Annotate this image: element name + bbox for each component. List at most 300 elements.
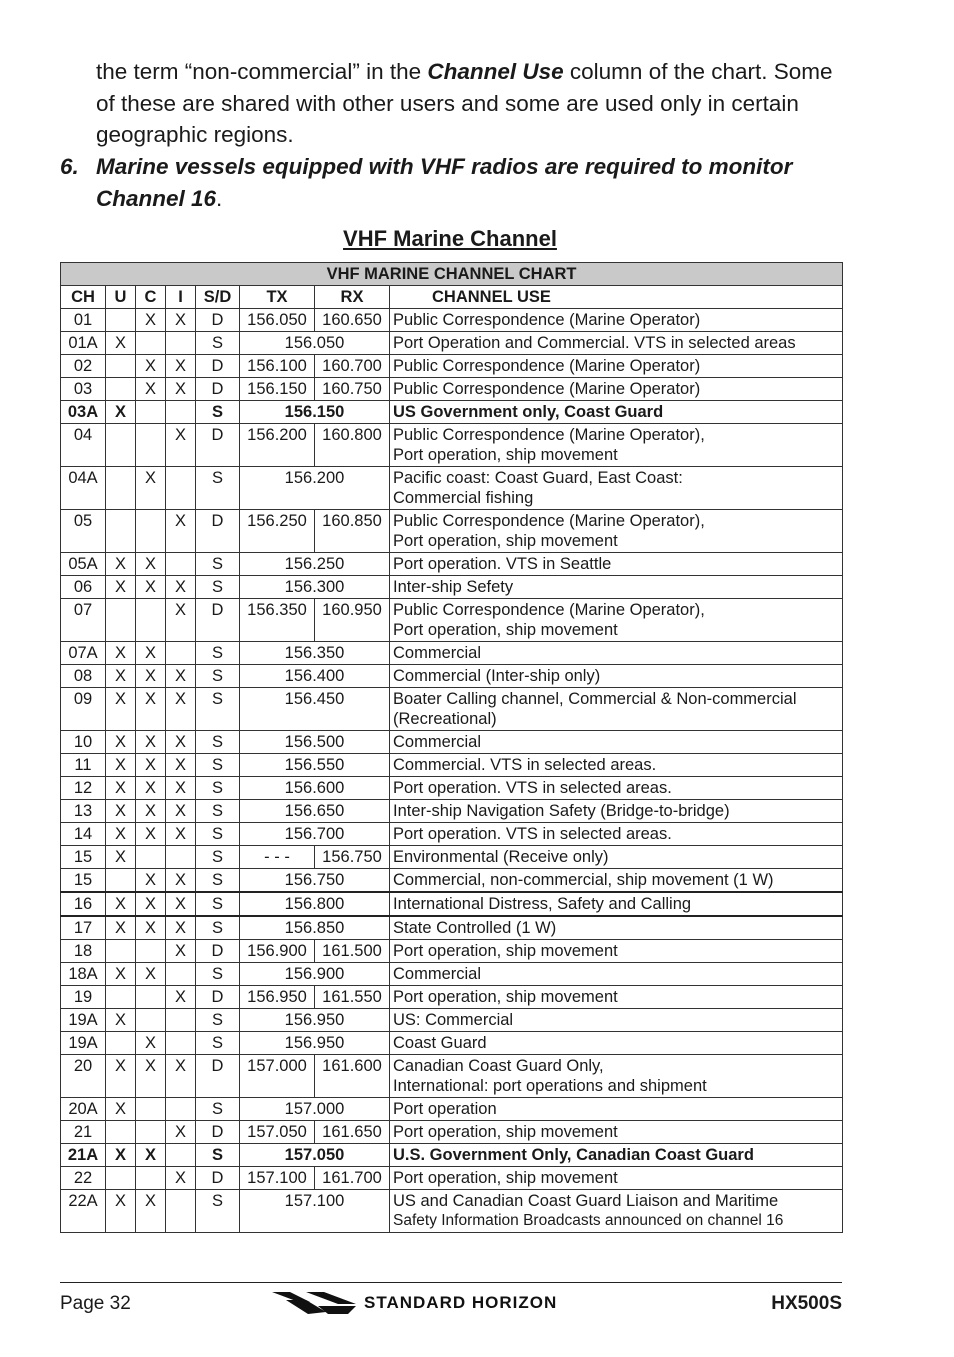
cell-frequency: 156.700 bbox=[240, 823, 390, 846]
cell-channel: 03 bbox=[61, 378, 106, 401]
channel-use-line: Commercial, non-commercial, ship movement (1 W) bbox=[393, 871, 774, 889]
cell-simplex-duplex: S bbox=[196, 1009, 240, 1032]
brand-logo bbox=[272, 1290, 557, 1316]
cell-channel-use bbox=[390, 940, 843, 963]
channel-use-line: Port operation. VTS in Seattle bbox=[393, 555, 612, 573]
cell-us: X bbox=[106, 688, 136, 731]
cell-canada: X bbox=[136, 467, 166, 510]
cell-simplex-duplex: D bbox=[196, 1167, 240, 1190]
cell-channel-use bbox=[390, 599, 843, 642]
cell-canada: X bbox=[136, 1032, 166, 1055]
cell-channel-use bbox=[390, 401, 843, 424]
table-row bbox=[61, 846, 843, 869]
cell-channel: 05 bbox=[61, 510, 106, 553]
cell-channel-use bbox=[390, 1167, 843, 1190]
vhf-channel-table bbox=[60, 262, 843, 1233]
cell-international bbox=[166, 846, 196, 869]
cell-tx: 156.900 bbox=[240, 940, 315, 963]
cell-international: X bbox=[166, 688, 196, 731]
channel-use-line: Inter-ship Sefety bbox=[393, 578, 514, 596]
cell-international bbox=[166, 401, 196, 424]
intro-text-2: column of the chart. Some of these are shared with other users and some are used only in certain geographic regions. bbox=[96, 59, 833, 147]
channel-use-line: Commercial (Inter-ship only) bbox=[393, 667, 601, 685]
table-row bbox=[61, 800, 843, 823]
cell-frequency: 156.400 bbox=[240, 665, 390, 688]
cell-international: X bbox=[166, 355, 196, 378]
cell-international bbox=[166, 1098, 196, 1121]
cell-rx: 160.750 bbox=[315, 378, 390, 401]
table-row bbox=[61, 1121, 843, 1144]
cell-channel: 10 bbox=[61, 731, 106, 754]
header-ch: CH bbox=[61, 286, 106, 309]
cell-channel-use bbox=[390, 1009, 843, 1032]
cell-simplex-duplex: S bbox=[196, 1190, 240, 1233]
cell-international: X bbox=[166, 800, 196, 823]
cell-us bbox=[106, 378, 136, 401]
cell-canada: X bbox=[136, 1144, 166, 1167]
cell-channel: 12 bbox=[61, 777, 106, 800]
cell-rx: 161.600 bbox=[315, 1055, 390, 1098]
intro-paragraph bbox=[96, 56, 856, 151]
cell-tx: 156.200 bbox=[240, 424, 315, 467]
channel-use-line: Port operation, ship movement bbox=[393, 1169, 618, 1187]
cell-rx: 161.500 bbox=[315, 940, 390, 963]
cell-international bbox=[166, 553, 196, 576]
cell-simplex-duplex: S bbox=[196, 576, 240, 599]
intro-bold-term: Channel Use bbox=[427, 59, 564, 84]
cell-channel-use bbox=[390, 869, 843, 893]
cell-us: X bbox=[106, 916, 136, 940]
cell-canada bbox=[136, 1167, 166, 1190]
cell-canada: X bbox=[136, 1055, 166, 1098]
cell-us: X bbox=[106, 892, 136, 916]
cell-channel: 02 bbox=[61, 355, 106, 378]
cell-channel: 18 bbox=[61, 940, 106, 963]
cell-us bbox=[106, 424, 136, 467]
header-tx: TX bbox=[240, 286, 315, 309]
cell-canada bbox=[136, 1009, 166, 1032]
cell-simplex-duplex: D bbox=[196, 424, 240, 467]
channel-use-line: (Recreational) bbox=[393, 710, 497, 728]
cell-international bbox=[166, 642, 196, 665]
cell-simplex-duplex: S bbox=[196, 553, 240, 576]
cell-us bbox=[106, 1032, 136, 1055]
table-row bbox=[61, 1098, 843, 1121]
cell-us bbox=[106, 355, 136, 378]
cell-rx: 156.750 bbox=[315, 846, 390, 869]
cell-simplex-duplex: S bbox=[196, 846, 240, 869]
page-number: Page 32 bbox=[60, 1293, 131, 1314]
header-channel-use: CHANNEL USE bbox=[390, 286, 843, 309]
cell-channel-use bbox=[390, 424, 843, 467]
table-body bbox=[61, 309, 843, 1233]
cell-frequency: 156.250 bbox=[240, 553, 390, 576]
cell-international bbox=[166, 1190, 196, 1233]
cell-channel-use bbox=[390, 665, 843, 688]
header-sd: S/D bbox=[196, 286, 240, 309]
cell-simplex-duplex: D bbox=[196, 309, 240, 332]
cell-frequency: 156.600 bbox=[240, 777, 390, 800]
cell-channel-use bbox=[390, 378, 843, 401]
cell-canada: X bbox=[136, 823, 166, 846]
cell-us: X bbox=[106, 1055, 136, 1098]
header-i: I bbox=[166, 286, 196, 309]
table-row bbox=[61, 688, 843, 731]
cell-frequency: 156.850 bbox=[240, 916, 390, 940]
channel-use-line: Pacific coast: Coast Guard, East Coast: bbox=[393, 469, 683, 487]
cell-international: X bbox=[166, 1055, 196, 1098]
cell-us: X bbox=[106, 800, 136, 823]
cell-international bbox=[166, 467, 196, 510]
table-row bbox=[61, 823, 843, 846]
cell-canada: X bbox=[136, 1190, 166, 1233]
cell-channel: 05A bbox=[61, 553, 106, 576]
cell-channel: 01 bbox=[61, 309, 106, 332]
cell-simplex-duplex: D bbox=[196, 599, 240, 642]
cell-tx: 157.000 bbox=[240, 1055, 315, 1098]
cell-simplex-duplex: S bbox=[196, 1098, 240, 1121]
cell-simplex-duplex: S bbox=[196, 892, 240, 916]
table-row bbox=[61, 892, 843, 916]
cell-frequency: 156.800 bbox=[240, 892, 390, 916]
cell-channel: 15 bbox=[61, 869, 106, 893]
channel-use-line: Public Correspondence (Marine Operator) bbox=[393, 357, 701, 375]
cell-international: X bbox=[166, 916, 196, 940]
cell-channel: 20 bbox=[61, 1055, 106, 1098]
channel-use-line: Public Correspondence (Marine Operator) bbox=[393, 311, 701, 329]
cell-simplex-duplex: D bbox=[196, 1055, 240, 1098]
cell-channel: 21A bbox=[61, 1144, 106, 1167]
channel-use-line: State Controlled (1 W) bbox=[393, 919, 557, 937]
cell-canada: X bbox=[136, 892, 166, 916]
table-row bbox=[61, 1009, 843, 1032]
model-name: HX500S bbox=[771, 1293, 842, 1314]
list-item-text bbox=[96, 151, 860, 214]
cell-international: X bbox=[166, 1167, 196, 1190]
cell-simplex-duplex: S bbox=[196, 800, 240, 823]
cell-us bbox=[106, 1121, 136, 1144]
cell-channel-use bbox=[390, 1144, 843, 1167]
channel-use-line: Commercial bbox=[393, 733, 482, 751]
cell-simplex-duplex: D bbox=[196, 378, 240, 401]
table-row bbox=[61, 777, 843, 800]
channel-use-line: Public Correspondence (Marine Operator), bbox=[393, 426, 705, 444]
cell-channel: 08 bbox=[61, 665, 106, 688]
cell-simplex-duplex: S bbox=[196, 754, 240, 777]
cell-channel-use bbox=[390, 1098, 843, 1121]
cell-us: X bbox=[106, 1009, 136, 1032]
cell-frequency: 156.950 bbox=[240, 1009, 390, 1032]
cell-canada bbox=[136, 599, 166, 642]
cell-tx: 156.100 bbox=[240, 355, 315, 378]
cell-simplex-duplex: S bbox=[196, 823, 240, 846]
channel-use-line: Public Correspondence (Marine Operator), bbox=[393, 601, 705, 619]
cell-frequency: 156.900 bbox=[240, 963, 390, 986]
cell-channel-use bbox=[390, 576, 843, 599]
cell-channel-use bbox=[390, 916, 843, 940]
cell-international: X bbox=[166, 777, 196, 800]
cell-us bbox=[106, 940, 136, 963]
cell-channel-use bbox=[390, 986, 843, 1009]
cell-simplex-duplex: S bbox=[196, 688, 240, 731]
cell-canada bbox=[136, 940, 166, 963]
cell-channel-use bbox=[390, 309, 843, 332]
channel-use-line: International Distress, Safety and Calling bbox=[393, 895, 692, 913]
cell-tx: 156.350 bbox=[240, 599, 315, 642]
cell-us: X bbox=[106, 731, 136, 754]
cell-frequency: 156.550 bbox=[240, 754, 390, 777]
cell-frequency: 156.150 bbox=[240, 401, 390, 424]
table-row bbox=[61, 332, 843, 355]
cell-international: X bbox=[166, 510, 196, 553]
channel-use-line: Coast Guard bbox=[393, 1034, 487, 1052]
cell-rx: 160.950 bbox=[315, 599, 390, 642]
table-row bbox=[61, 355, 843, 378]
cell-international: X bbox=[166, 986, 196, 1009]
cell-simplex-duplex: S bbox=[196, 1032, 240, 1055]
brand-mark-icon bbox=[272, 1290, 356, 1316]
cell-international bbox=[166, 1144, 196, 1167]
cell-us bbox=[106, 869, 136, 893]
channel-use-line: US Government only, Coast Guard bbox=[393, 403, 664, 421]
table-row bbox=[61, 1167, 843, 1190]
cell-channel: 22A bbox=[61, 1190, 106, 1233]
cell-canada bbox=[136, 510, 166, 553]
table-row bbox=[61, 940, 843, 963]
table-row bbox=[61, 510, 843, 553]
cell-channel: 17 bbox=[61, 916, 106, 940]
cell-rx: 160.700 bbox=[315, 355, 390, 378]
channel-use-line: Port Operation and Commercial. VTS in selected areas bbox=[393, 334, 796, 352]
cell-us: X bbox=[106, 576, 136, 599]
cell-channel-use bbox=[390, 823, 843, 846]
cell-tx: 156.150 bbox=[240, 378, 315, 401]
cell-international bbox=[166, 332, 196, 355]
cell-channel-use bbox=[390, 510, 843, 553]
cell-simplex-duplex: S bbox=[196, 332, 240, 355]
channel-use-line: US: Commercial bbox=[393, 1011, 514, 1029]
cell-tx: 156.050 bbox=[240, 309, 315, 332]
cell-us bbox=[106, 309, 136, 332]
cell-canada: X bbox=[136, 576, 166, 599]
channel-use-line: Environmental (Receive only) bbox=[393, 848, 609, 866]
cell-international bbox=[166, 963, 196, 986]
cell-international: X bbox=[166, 940, 196, 963]
cell-simplex-duplex: D bbox=[196, 355, 240, 378]
header-c: C bbox=[136, 286, 166, 309]
cell-us bbox=[106, 599, 136, 642]
cell-channel-use bbox=[390, 1055, 843, 1098]
cell-channel: 22 bbox=[61, 1167, 106, 1190]
cell-us: X bbox=[106, 823, 136, 846]
cell-international: X bbox=[166, 309, 196, 332]
cell-channel: 07A bbox=[61, 642, 106, 665]
cell-us: X bbox=[106, 846, 136, 869]
cell-channel-use bbox=[390, 642, 843, 665]
cell-rx: 161.700 bbox=[315, 1167, 390, 1190]
cell-us: X bbox=[106, 332, 136, 355]
cell-international: X bbox=[166, 424, 196, 467]
channel-use-line: Safety Information Broadcasts announced on channel 16 bbox=[393, 1212, 784, 1229]
table-row bbox=[61, 642, 843, 665]
cell-canada: X bbox=[136, 309, 166, 332]
cell-channel: 06 bbox=[61, 576, 106, 599]
cell-simplex-duplex: D bbox=[196, 986, 240, 1009]
list-item-text-main: Marine vessels equipped with VHF radios are required to monitor Channel 16 bbox=[96, 154, 793, 211]
cell-us bbox=[106, 467, 136, 510]
cell-channel-use bbox=[390, 355, 843, 378]
table-row bbox=[61, 731, 843, 754]
cell-channel: 11 bbox=[61, 754, 106, 777]
cell-us bbox=[106, 1167, 136, 1190]
table-row bbox=[61, 401, 843, 424]
cell-international: X bbox=[166, 731, 196, 754]
cell-canada: X bbox=[136, 688, 166, 731]
cell-canada: X bbox=[136, 355, 166, 378]
cell-channel: 21 bbox=[61, 1121, 106, 1144]
cell-channel-use bbox=[390, 963, 843, 986]
cell-us: X bbox=[106, 1098, 136, 1121]
channel-use-line: International: port operations and shipment bbox=[393, 1077, 707, 1095]
table-row bbox=[61, 963, 843, 986]
cell-frequency: 157.000 bbox=[240, 1098, 390, 1121]
cell-canada: X bbox=[136, 731, 166, 754]
cell-frequency: 156.350 bbox=[240, 642, 390, 665]
cell-canada: X bbox=[136, 378, 166, 401]
cell-simplex-duplex: S bbox=[196, 916, 240, 940]
cell-channel: 07 bbox=[61, 599, 106, 642]
cell-canada: X bbox=[136, 642, 166, 665]
cell-channel: 04 bbox=[61, 424, 106, 467]
cell-us: X bbox=[106, 642, 136, 665]
cell-channel: 01A bbox=[61, 332, 106, 355]
table-row bbox=[61, 599, 843, 642]
cell-channel: 16 bbox=[61, 892, 106, 916]
cell-channel: 18A bbox=[61, 963, 106, 986]
channel-use-line: Port operation. VTS in selected areas. bbox=[393, 825, 672, 843]
cell-international: X bbox=[166, 892, 196, 916]
cell-us: X bbox=[106, 1144, 136, 1167]
header-u: U bbox=[106, 286, 136, 309]
channel-use-line: U.S. Government Only, Canadian Coast Guard bbox=[393, 1146, 754, 1164]
cell-simplex-duplex: S bbox=[196, 1144, 240, 1167]
cell-channel: 13 bbox=[61, 800, 106, 823]
cell-channel-use bbox=[390, 332, 843, 355]
list-item-6 bbox=[60, 151, 860, 214]
cell-channel: 04A bbox=[61, 467, 106, 510]
cell-channel-use bbox=[390, 467, 843, 510]
cell-rx: 161.550 bbox=[315, 986, 390, 1009]
cell-us: X bbox=[106, 665, 136, 688]
cell-channel-use bbox=[390, 688, 843, 731]
cell-canada: X bbox=[136, 800, 166, 823]
channel-use-line: Public Correspondence (Marine Operator), bbox=[393, 512, 705, 530]
channel-use-line: Public Correspondence (Marine Operator) bbox=[393, 380, 701, 398]
cell-channel-use bbox=[390, 1121, 843, 1144]
cell-channel-use bbox=[390, 754, 843, 777]
table-row bbox=[61, 1032, 843, 1055]
table-row bbox=[61, 424, 843, 467]
cell-channel-use bbox=[390, 892, 843, 916]
cell-international bbox=[166, 1032, 196, 1055]
list-item-period: . bbox=[216, 185, 223, 211]
cell-rx: 160.800 bbox=[315, 424, 390, 467]
cell-frequency: 156.200 bbox=[240, 467, 390, 510]
cell-canada: X bbox=[136, 665, 166, 688]
cell-canada bbox=[136, 332, 166, 355]
table-row bbox=[61, 986, 843, 1009]
cell-simplex-duplex: D bbox=[196, 510, 240, 553]
cell-canada: X bbox=[136, 869, 166, 893]
channel-use-line: Port operation, ship movement bbox=[393, 621, 618, 639]
cell-rx: 160.650 bbox=[315, 309, 390, 332]
channel-use-line: Port operation bbox=[393, 1100, 497, 1118]
cell-international: X bbox=[166, 599, 196, 642]
cell-canada: X bbox=[136, 963, 166, 986]
cell-frequency: 156.750 bbox=[240, 869, 390, 893]
channel-use-line: Port operation, ship movement bbox=[393, 532, 618, 550]
cell-frequency: 156.650 bbox=[240, 800, 390, 823]
cell-simplex-duplex: S bbox=[196, 869, 240, 893]
channel-use-line: Inter-ship Navigation Safety (Bridge-to-bridge) bbox=[393, 802, 730, 820]
channel-use-line: Boater Calling channel, Commercial & Non-commercial bbox=[393, 690, 797, 708]
cell-us: X bbox=[106, 401, 136, 424]
table-row bbox=[61, 309, 843, 332]
cell-channel-use bbox=[390, 1190, 843, 1233]
cell-frequency: 156.300 bbox=[240, 576, 390, 599]
table-row bbox=[61, 576, 843, 599]
cell-channel: 15 bbox=[61, 846, 106, 869]
cell-simplex-duplex: S bbox=[196, 963, 240, 986]
cell-tx: 156.250 bbox=[240, 510, 315, 553]
channel-use-line: Commercial fishing bbox=[393, 489, 534, 507]
cell-canada: X bbox=[136, 777, 166, 800]
cell-international: X bbox=[166, 576, 196, 599]
cell-international: X bbox=[166, 823, 196, 846]
cell-simplex-duplex: S bbox=[196, 642, 240, 665]
cell-canada bbox=[136, 424, 166, 467]
cell-canada bbox=[136, 986, 166, 1009]
cell-canada: X bbox=[136, 754, 166, 777]
table-banner: VHF MARINE CHANNEL CHART bbox=[61, 263, 843, 286]
table-row bbox=[61, 916, 843, 940]
channel-use-line: Port operation. VTS in selected areas. bbox=[393, 779, 672, 797]
cell-simplex-duplex: S bbox=[196, 467, 240, 510]
cell-international: X bbox=[166, 754, 196, 777]
cell-frequency: 156.050 bbox=[240, 332, 390, 355]
cell-channel: 19A bbox=[61, 1032, 106, 1055]
cell-us: X bbox=[106, 553, 136, 576]
cell-simplex-duplex: S bbox=[196, 665, 240, 688]
cell-tx: 157.050 bbox=[240, 1121, 315, 1144]
cell-canada bbox=[136, 1098, 166, 1121]
cell-frequency: 157.100 bbox=[240, 1190, 390, 1233]
channel-use-line: Port operation, ship movement bbox=[393, 446, 618, 464]
cell-international bbox=[166, 1009, 196, 1032]
cell-channel: 03A bbox=[61, 401, 106, 424]
cell-channel: 19 bbox=[61, 986, 106, 1009]
table-row bbox=[61, 869, 843, 893]
table-row bbox=[61, 1144, 843, 1167]
cell-us bbox=[106, 510, 136, 553]
cell-canada bbox=[136, 1121, 166, 1144]
channel-use-line: Port operation, ship movement bbox=[393, 988, 618, 1006]
cell-canada bbox=[136, 401, 166, 424]
cell-simplex-duplex: S bbox=[196, 777, 240, 800]
cell-channel-use bbox=[390, 731, 843, 754]
cell-tx: - - - bbox=[240, 846, 315, 869]
cell-tx: 156.950 bbox=[240, 986, 315, 1009]
